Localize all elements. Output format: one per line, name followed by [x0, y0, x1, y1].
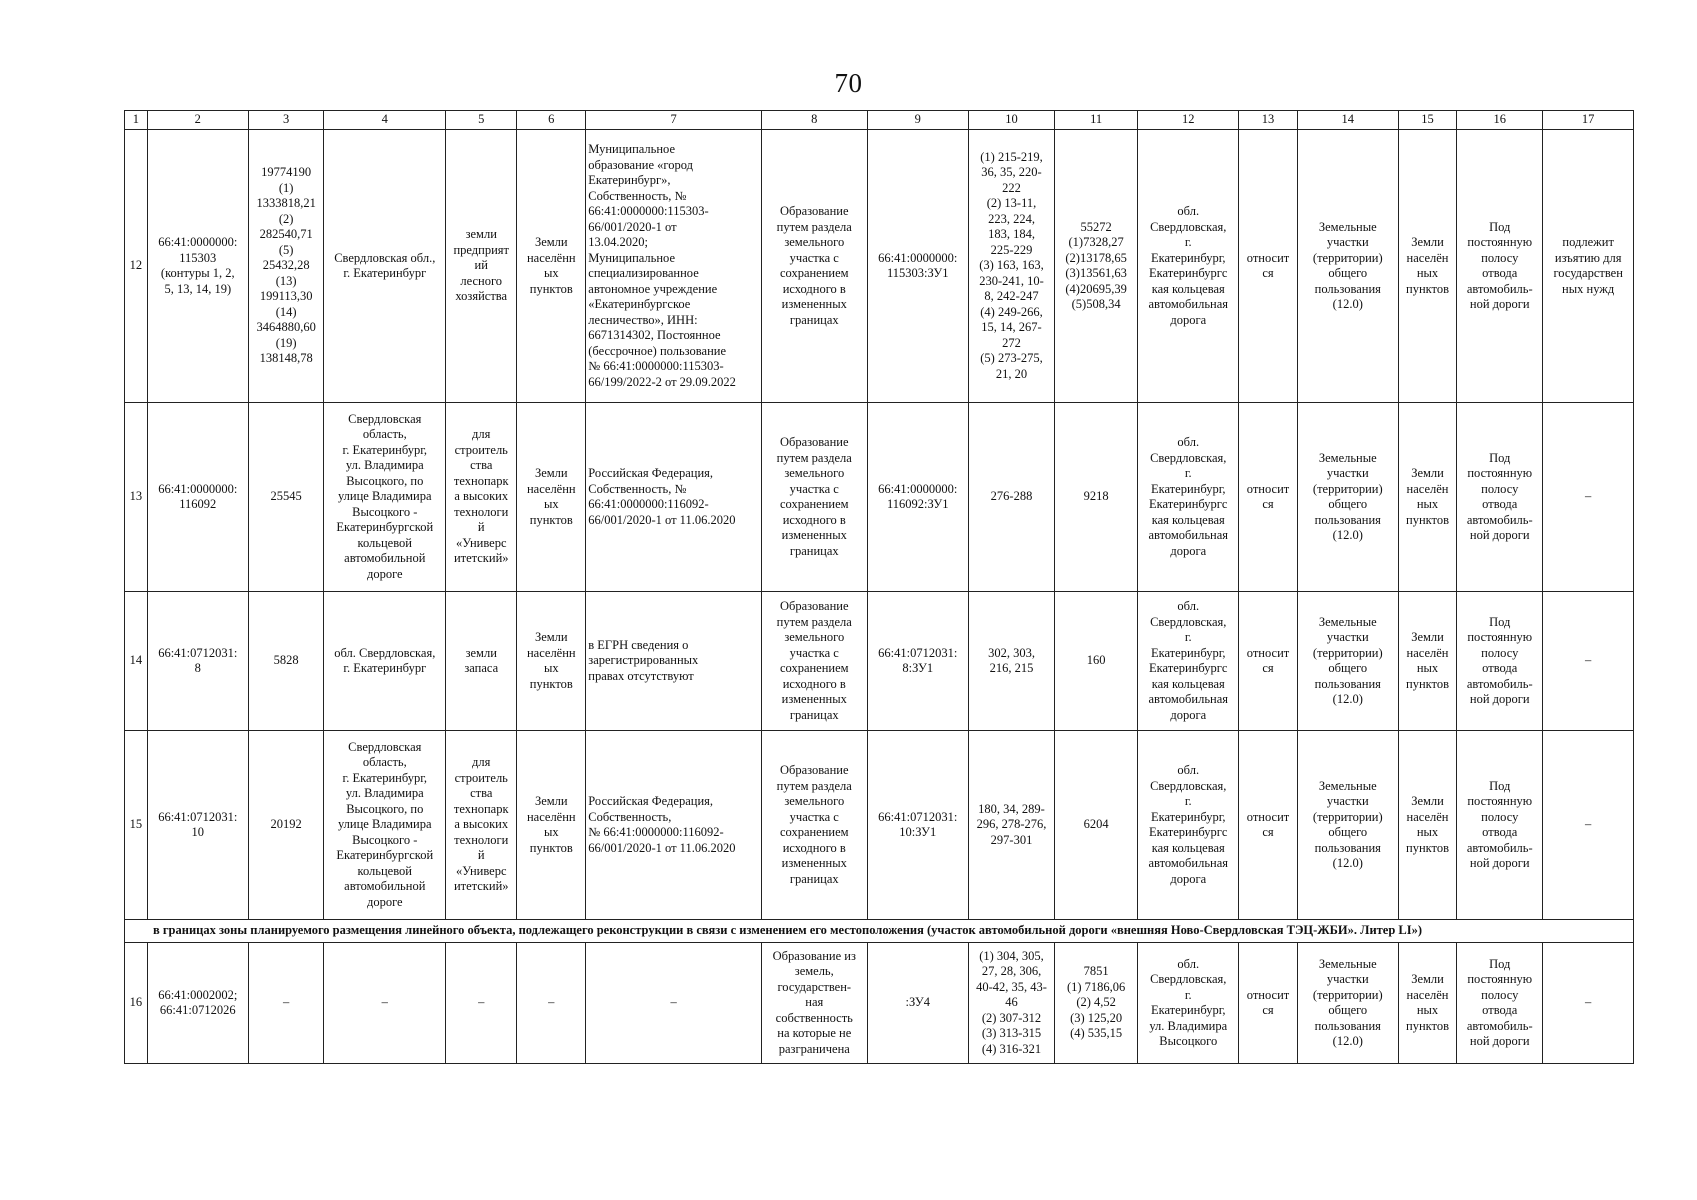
column-number: 6 [517, 111, 586, 130]
plot-location: обл. Свердловская, г. Екатеринбург, Екатеринбургс кая кольцевая автомобильная дорога [1138, 731, 1239, 920]
col-16-value: Под постоянную полосу отвода автомобиль- ной дороги [1457, 731, 1543, 920]
column-number: 2 [147, 111, 248, 130]
column-number: 17 [1543, 111, 1634, 130]
permitted-use: земли запаса [446, 592, 517, 731]
cadastral-number: 66:41:0000000: 115303 (контуры 1, 2, 5, 13, 14, 19) [147, 130, 248, 403]
new-plot-area: 6204 [1055, 731, 1138, 920]
rights-info: Российская Федерация, Собственность, № 66:41:0000000:116092- 66/001/2020-1 от 11.06.2020 [586, 731, 762, 920]
plot-area: – [248, 943, 323, 1064]
new-plot-area: 9218 [1055, 403, 1138, 592]
column-number: 7 [586, 111, 762, 130]
col-14-value: Земельные участки (территории) общего пользования (12.0) [1297, 592, 1398, 731]
col-13-value: относит ся [1239, 592, 1297, 731]
new-plot-number: :ЗУ4 [867, 943, 968, 1064]
boundary-points: 276-288 [968, 403, 1054, 592]
new-plot-number: 66:41:0712031: 10:ЗУ1 [867, 731, 968, 920]
column-number: 5 [446, 111, 517, 130]
column-number: 1 [125, 111, 148, 130]
plot-area: 5828 [248, 592, 323, 731]
land-category: Земли населённ ых пунктов [517, 731, 586, 920]
plot-area: 19774190 (1) 1333818,21 (2) 282540,71 (5) 25432,28 (13) 199113,30 (14) 3464880,60 (19) 138148,78 [248, 130, 323, 403]
new-plot-number: 66:41:0000000: 115303:ЗУ1 [867, 130, 968, 403]
col-13-value: относит ся [1239, 403, 1297, 592]
col-15-value: Земли населён ных пунктов [1398, 943, 1456, 1064]
row-number: 15 [125, 731, 148, 920]
column-number: 10 [968, 111, 1054, 130]
plot-address: обл. Свердловская, г. Екатеринбург [324, 592, 446, 731]
plot-address: Свердловская область, г. Екатеринбург, ул. Владимира Высоцкого, по улице Владимира Высоцкого - Екатеринбургской кольцевой автомобильной дороге [324, 731, 446, 920]
rights-info: в ЕГРН сведения о зарегистрированных правах отсутствуют [586, 592, 762, 731]
formation-method: Образование путем раздела земельного участка с сохранением исходного в измененных границах [761, 403, 867, 592]
col-14-value: Земельные участки (территории) общего пользования (12.0) [1297, 403, 1398, 592]
table-row [125, 731, 1634, 920]
land-category: Земли населённ ых пунктов [517, 403, 586, 592]
rights-info: Муниципальное образование «город Екатеринбург», Собственность, № 66:41:0000000:115303- 66/001/2020-1 от 13.04.2020; Муниципальное специализированное автономное учреждение «Екатеринбургское лесничество», ИНН: 6671314302, Постоянное (бессрочное) пользование № 66:41:0000000:115303- 66/199/2022-2 от 29.09.2022 [586, 130, 762, 403]
plot-address: – [324, 943, 446, 1064]
column-number-row [125, 111, 1634, 130]
new-plot-area: 7851 (1) 7186,06 (2) 4,52 (3) 125,20 (4) 535,15 [1055, 943, 1138, 1064]
column-number: 15 [1398, 111, 1456, 130]
column-number: 14 [1297, 111, 1398, 130]
permitted-use: – [446, 943, 517, 1064]
col-15-value: Земли населён ных пунктов [1398, 130, 1456, 403]
column-number: 13 [1239, 111, 1297, 130]
formation-method: Образование из земель, государствен- ная собственность на которые не разграничена [761, 943, 867, 1064]
cadastral-number: 66:41:0712031: 8 [147, 592, 248, 731]
formation-method: Образование путем раздела земельного участка с сохранением исходного в измененных границах [761, 592, 867, 731]
col-14-value: Земельные участки (территории) общего пользования (12.0) [1297, 731, 1398, 920]
new-plot-number: 66:41:0712031: 8:ЗУ1 [867, 592, 968, 731]
section-heading-row [125, 920, 1634, 943]
col-13-value: относит ся [1239, 943, 1297, 1064]
cadastral-number: 66:41:0000000: 116092 [147, 403, 248, 592]
plot-location: обл. Свердловская, г. Екатеринбург, Екатеринбургс кая кольцевая автомобильная дорога [1138, 130, 1239, 403]
table-row [125, 943, 1634, 1064]
rights-info: Российская Федерация, Собственность, № 66:41:0000000:116092- 66/001/2020-1 от 11.06.2020 [586, 403, 762, 592]
col-15-value: Земли населён ных пунктов [1398, 403, 1456, 592]
section-title: в границах зоны планируемого размещения линейного объекта, подлежащего реконструкции в связи с изменением его местоположения (участок автомобильной дороги «внешняя Ново-Свердловская ТЭЦ-ЖБИ». Литер LI») [125, 920, 1634, 943]
col-14-value: Земельные участки (территории) общего пользования (12.0) [1297, 943, 1398, 1064]
land-category: Земли населённ ых пунктов [517, 130, 586, 403]
col-15-value: Земли населён ных пунктов [1398, 731, 1456, 920]
row-number: 14 [125, 592, 148, 731]
new-plot-area: 160 [1055, 592, 1138, 731]
page-number: 70 [834, 68, 863, 98]
col-16-value: Под постоянную полосу отвода автомобиль- ной дороги [1457, 943, 1543, 1064]
plot-address: Свердловская область, г. Екатеринбург, ул. Владимира Высоцкого, по улице Владимира Высоцкого - Екатеринбургской кольцевой автомобильной дороге [324, 403, 446, 592]
col-17-value: – [1543, 943, 1634, 1064]
table-row [125, 130, 1634, 403]
col-17-value: – [1543, 403, 1634, 592]
table-row [125, 403, 1634, 592]
table-row [125, 592, 1634, 731]
land-plots-table [124, 110, 1634, 1064]
land-category: Земли населённ ых пунктов [517, 592, 586, 731]
column-number: 9 [867, 111, 968, 130]
column-number: 11 [1055, 111, 1138, 130]
plot-area: 20192 [248, 731, 323, 920]
permitted-use: земли предприят ий лесного хозяйства [446, 130, 517, 403]
col-17-value: – [1543, 731, 1634, 920]
cadastral-number: 66:41:0712031: 10 [147, 731, 248, 920]
permitted-use: для строитель ства технопарк а высоких технологи й «Универс итетский» [446, 403, 517, 592]
boundary-points: 302, 303, 216, 215 [968, 592, 1054, 731]
column-number: 12 [1138, 111, 1239, 130]
boundary-points: (1) 304, 305, 27, 28, 306, 40-42, 35, 43- 46 (2) 307-312 (3) 313-315 (4) 316-321 [968, 943, 1054, 1064]
column-number: 16 [1457, 111, 1543, 130]
col-13-value: относит ся [1239, 731, 1297, 920]
new-plot-area: 55272 (1)7328,27 (2)13178,65 (3)13561,63 (4)20695,39 (5)508,34 [1055, 130, 1138, 403]
rights-info: – [586, 943, 762, 1064]
col-15-value: Земли населён ных пунктов [1398, 592, 1456, 731]
plot-location: обл. Свердловская, г. Екатеринбург, Екатеринбургс кая кольцевая автомобильная дорога [1138, 403, 1239, 592]
cadastral-number: 66:41:0002002; 66:41:0712026 [147, 943, 248, 1064]
formation-method: Образование путем раздела земельного участка с сохранением исходного в измененных границах [761, 130, 867, 403]
plot-location: обл. Свердловская, г. Екатеринбург, ул. Владимира Высоцкого [1138, 943, 1239, 1064]
plot-address: Свердловская обл., г. Екатеринбург [324, 130, 446, 403]
col-13-value: относит ся [1239, 130, 1297, 403]
col-16-value: Под постоянную полосу отвода автомобиль- ной дороги [1457, 130, 1543, 403]
new-plot-number: 66:41:0000000: 116092:ЗУ1 [867, 403, 968, 592]
plot-area: 25545 [248, 403, 323, 592]
row-number: 16 [125, 943, 148, 1064]
row-number: 12 [125, 130, 148, 403]
row-number: 13 [125, 403, 148, 592]
formation-method: Образование путем раздела земельного участка с сохранением исходного в измененных границах [761, 731, 867, 920]
plot-location: обл. Свердловская, г. Екатеринбург, Екатеринбургс кая кольцевая автомобильная дорога [1138, 592, 1239, 731]
boundary-points: (1) 215-219, 36, 35, 220- 222 (2) 13-11, 223, 224, 183, 184, 225-229 (3) 163, 163, 230-241, 10- 8, 242-247 (4) 249-266, 15, 14, 267- 272 (5) 273-275, 21, 20 [968, 130, 1054, 403]
col-16-value: Под постоянную полосу отвода автомобиль- ной дороги [1457, 403, 1543, 592]
col-17-value: подлежит изъятию для государствен ных нужд [1543, 130, 1634, 403]
column-number: 8 [761, 111, 867, 130]
boundary-points: 180, 34, 289- 296, 278-276, 297-301 [968, 731, 1054, 920]
column-number: 3 [248, 111, 323, 130]
permitted-use: для строитель ства технопарк а высоких технологи й «Универс итетский» [446, 731, 517, 920]
column-number: 4 [324, 111, 446, 130]
col-17-value: – [1543, 592, 1634, 731]
col-14-value: Земельные участки (территории) общего пользования (12.0) [1297, 130, 1398, 403]
col-16-value: Под постоянную полосу отвода автомобиль- ной дороги [1457, 592, 1543, 731]
land-category: – [517, 943, 586, 1064]
